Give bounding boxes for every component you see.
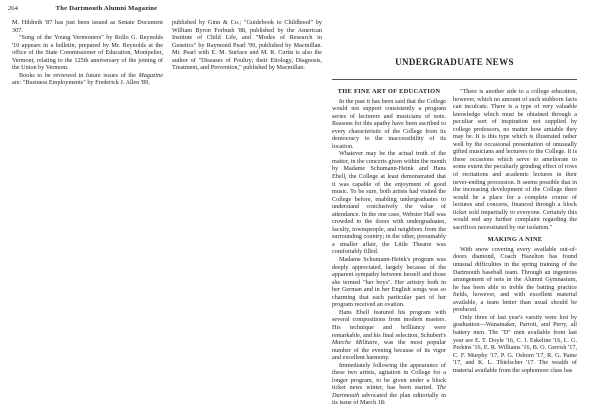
article-heading: MAKING A NINE [487, 236, 543, 244]
newspaper-name: The Dartmouth [332, 384, 446, 399]
paragraph: M. Hildreth '87 has just been issued as Senate Document 307. [12, 19, 163, 34]
magazine-title: The Dartmouth Alumni Magazine [55, 5, 158, 12]
paragraph: Whatever may be the actual truth of the matter, in the concerts given within the month by Madame Schumann-Heink and Hans Ebell, the College at least demonstrated that it was capable of the enjoyment of good music. To be sure, both artists had visited the College before, enabling undergraduates to understand conclusively the value of attendance. In the one case, Webster Hall was crowded to the doors with undergraduates, faculty, townspeople, and neighbors from the surrounding country; in the other, presumably a smaller affair, the Little Theatre was comfortably filled. [332, 150, 446, 256]
right-column-2 [453, 88, 577, 374]
section-divider [332, 79, 577, 80]
page-header [8, 5, 157, 12]
paragraph: Immediately following the appearance of these two artists, agitation in College for a longer program, to be given under a block ticket news winter, has been started. The Dartmouth advocated the plan editorially in its issue of March 18: [332, 361, 446, 407]
left-column-2 [172, 19, 322, 72]
paragraph: Books to be reviewed in future issues of the Magazine are: "Business Employments" by Frederick J. Allen '89, [12, 71, 163, 87]
paragraph: Hans Ebell featured his program with several compositions from modern masters. His technique and brilliancy were remarkable, and his final selection, Schubert's Marche Militaire, was the most popular number of the evening because of its vigor and excellent harmony. [332, 308, 447, 362]
quoted-paragraph: "There is another side to a college education, however, which no amount of such stubborn facts can inculcate. There is a type of very valuable knowledge which must be obtained through a peculiar sort of inspiration not supplied by college professors, no matter how amiable they may be. It is this type which is illustrated rather well by the occasional presentation of unusually gifted musicians and lecturers to the College. It is these occasions which serve to ameliorate to some extent the peculiarly grinding effect of rows of recitations and academic lectures in their never-ending procession. It seems possible that in the increasing development of the College there would be a place for a complete course of lectures and concerts, financed through a block ticket sold impartially to everyone. Certainly this would end any further complaint regarding the sacrifices necessitated by our isolation." [453, 88, 577, 231]
paragraph: "Song of the Young Vermonters" by Rollo G. Reynolds '10 appears in a bulletin, prepared by Mr. Reynolds at the office of the State Commissioner of Education, Montpelier, Vermont, relating to the 125th anniversary of the joining of the Union by Vermont. [12, 34, 163, 72]
section-title: UNDERGRADUATE NEWS [395, 57, 514, 67]
paragraph: With snow covering every available out-of-doors diamond, Coach Hazelton has found unusual difficulties in the spring training of the Dartmouth baseball team. Through an ingenious arrangement of nets in the Alumni Gymnasium, he has been able to treble the batting practice fields, however, and with excellent material available, a team better than usual should be produced. [453, 245, 577, 314]
paragraph: published by Ginn & Co.; "Guidebook to Childhood" by William Byron Forbush '88, published by the American Institute of Child Life, and "Modes of Research in Genetics" by Raymond Pearl '99, published by Macmillan. Mr. Pearl with E. M. Surface and M. R. Curtis is also the author of "Diseases of Poultry; their Etiology, Diagnosis, Treatment, and Prevention," published by Macmillan. [172, 19, 322, 72]
paragraph: Only three of last year's varsity were lost by graduation—Wanamaker, Parrott, and Perry, all battery men. The "D" men available from last year are E. T. Doyle '16, C. J. Eskeline '16, L. G. Perkins '16, E. R. Williams '16, B. O. Gerrish '17, C. F. Murphy '17, P. G. Osborn '17, R. G. Paine '17, and K. L. Thielscher '17. The wealth of material available from the sophomore class has [453, 313, 577, 374]
right-column-1 [332, 88, 446, 407]
page-number: 264 [8, 5, 18, 12]
paragraph: Madame Schumann-Heink's program was deeply appreciated, largely because of the apparent sympathy between herself and those she termed "her boys". Her artistry both in her German and in her English songs was so charming that each particular part of her program received an ovation. [332, 256, 446, 309]
magazine-name: Magazine [138, 71, 163, 79]
music-title: Marche Militaire [332, 339, 378, 347]
paragraph: In the past it has been said that the College would not support consistently a program series of lecturers and musicians of note. Reasons for this apathy have been ascribed to every characteristic of the College from its democracy to the inaccessibility of its location. [332, 97, 446, 150]
article-heading: THE FINE ART OF EDUCATION [337, 88, 441, 95]
left-column-1 [12, 19, 163, 87]
